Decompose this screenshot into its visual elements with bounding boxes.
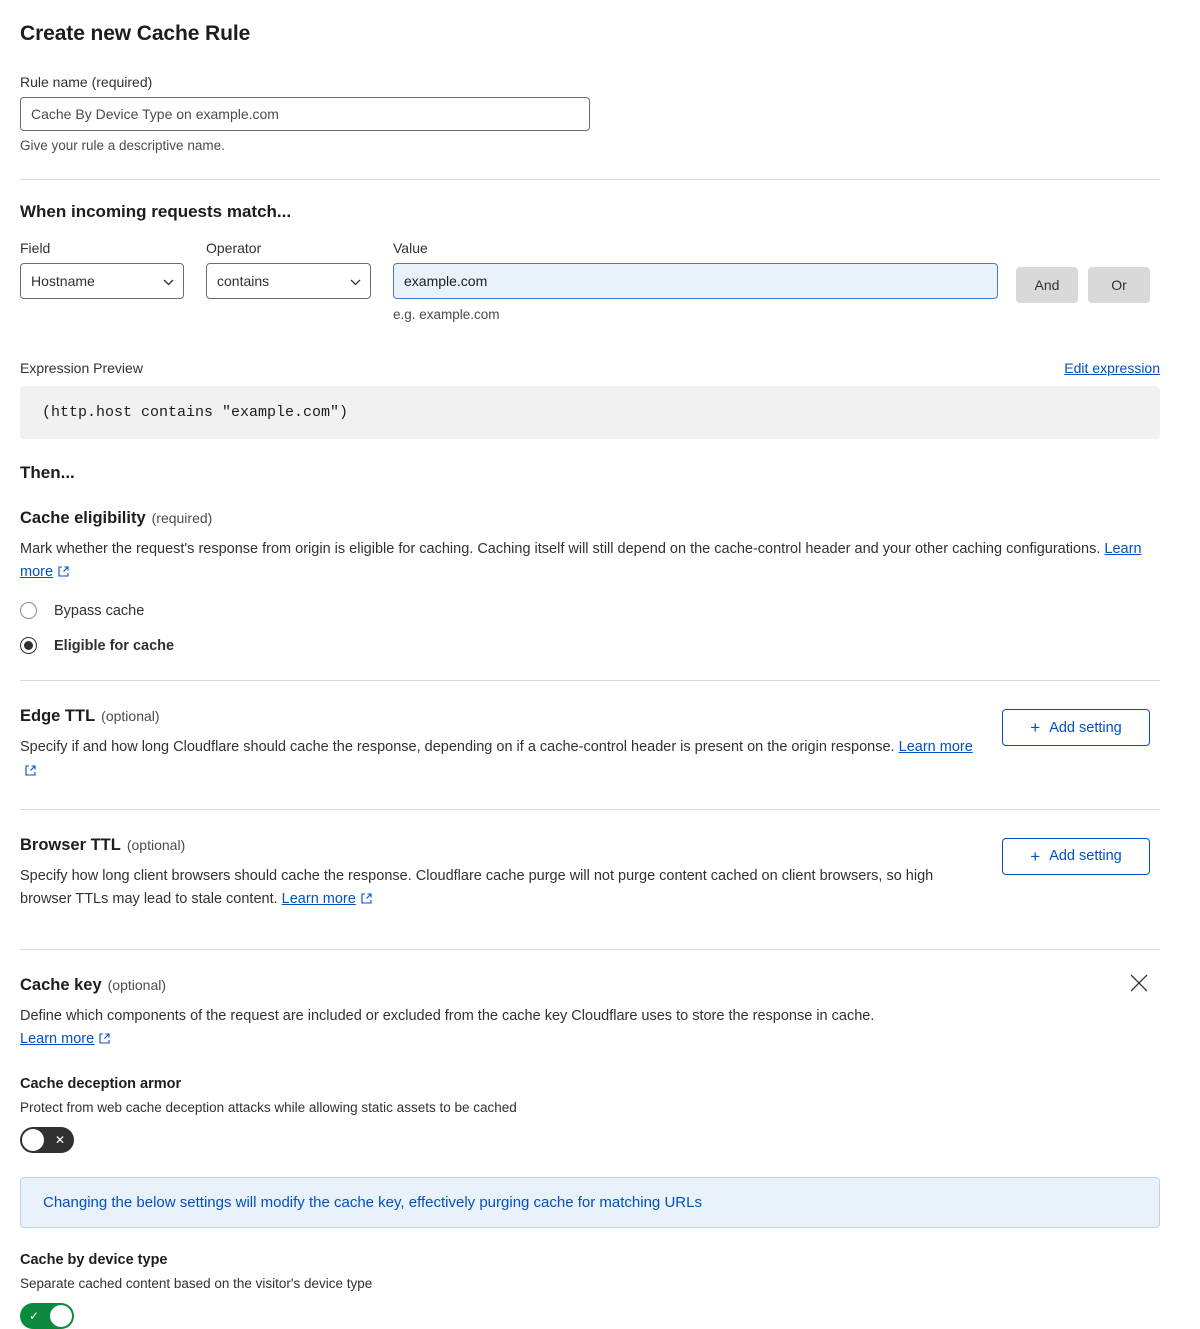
expression-preview: (http.host contains "example.com") (20, 386, 1160, 439)
edit-expression-link[interactable]: Edit expression (1064, 360, 1160, 376)
edge-ttl-title-text: Edge TTL (20, 707, 96, 726)
cache-key-description (20, 1005, 1128, 1051)
edge-ttl-optional: (optional) (101, 708, 160, 725)
chevron-down-icon (350, 273, 361, 289)
field-select-value: Hostname (31, 273, 95, 289)
and-button[interactable]: And (1016, 267, 1078, 303)
browser-ttl-title-text: Browser TTL (20, 835, 121, 854)
value-label: Value (393, 240, 428, 256)
cache-key-section (20, 950, 1150, 1051)
edge-ttl-description (20, 736, 980, 782)
cache-by-device-type-toggle[interactable] (20, 1303, 74, 1329)
browser-ttl-title (20, 836, 980, 855)
edge-ttl-add-setting-label: Add setting (1049, 719, 1122, 736)
operator-column (206, 240, 371, 299)
external-link-icon (361, 893, 372, 904)
toggle-knob (22, 1129, 44, 1151)
rule-name-helper: Give your rule a descriptive name. (20, 138, 225, 153)
radio-eligible-for-cache-label: Eligible for cache (54, 637, 175, 654)
field-select[interactable] (20, 263, 184, 299)
radio-bypass-cache[interactable] (20, 602, 1150, 619)
close-icon[interactable] (1128, 972, 1150, 994)
field-label: Field (20, 240, 51, 256)
browser-ttl-optional: (optional) (126, 836, 186, 853)
edge-ttl-learn-more-link[interactable]: Learn more (898, 739, 973, 756)
rule-name-label: Rule name (required) (20, 74, 153, 90)
expression-preview-label: Expression Preview (20, 360, 143, 376)
page-title: Create new Cache Rule (20, 22, 251, 45)
edge-ttl-section (20, 681, 1150, 782)
cache-key-learn-more-link[interactable]: Learn more (20, 1031, 95, 1048)
cache-eligibility-learn-more-link[interactable]: Learn more (20, 541, 1142, 581)
field-column (20, 240, 184, 299)
cache-key-description-text: Define which components of the request are included or excluded from the cache key Cloudflare uses to store the response in cache. (20, 1008, 875, 1025)
divider (20, 179, 1160, 180)
cache-by-device-type-description: Separate cached content based on the visitor's device type (20, 1275, 373, 1291)
toggle-glyph: ✕ (54, 1132, 65, 1147)
edge-ttl-title (20, 707, 980, 726)
value-helper: e.g. example.com (393, 307, 500, 322)
plus-icon: + (1030, 718, 1041, 738)
and-or-group (1006, 267, 1150, 303)
cache-eligibility-required: (required) (151, 510, 213, 526)
radio-bypass-cache-label: Bypass cache (54, 602, 145, 619)
radio-eligible-for-cache[interactable] (20, 637, 1150, 654)
expression-header (20, 360, 1160, 376)
or-button[interactable]: Or (1088, 267, 1150, 303)
edge-ttl-add-setting-button[interactable] (1002, 709, 1150, 746)
browser-ttl-add-setting-label: Add setting (1049, 848, 1122, 865)
cache-key-title (20, 976, 1128, 995)
browser-ttl-section (20, 810, 1150, 911)
value-input[interactable] (393, 263, 998, 299)
browser-ttl-learn-more-link[interactable]: Learn more (281, 890, 356, 907)
match-row (20, 240, 1150, 322)
operator-select[interactable] (206, 263, 371, 299)
external-link-icon (25, 765, 36, 776)
toggle-glyph: ✓ (29, 1308, 40, 1323)
match-heading: When incoming requests match... (20, 202, 292, 221)
edge-ttl-description-text: Specify if and how long Cloudflare should cache the response, depending on if a cache-control header is present on the origin response. (20, 739, 895, 756)
plus-icon: + (1030, 846, 1041, 866)
cache-key-title-text: Cache key (20, 976, 102, 995)
chevron-down-icon (163, 273, 174, 289)
operator-label: Operator (206, 240, 262, 256)
cache-eligibility-description (20, 538, 1150, 584)
toggle-knob (50, 1305, 72, 1327)
radio-icon (20, 602, 37, 619)
browser-ttl-add-setting-button[interactable] (1002, 838, 1150, 875)
operator-select-value: contains (217, 273, 270, 289)
cache-deception-armor-toggle[interactable] (20, 1127, 74, 1153)
value-column (393, 240, 998, 322)
cache-eligibility-title-text: Cache eligibility (20, 509, 146, 527)
then-heading: Then... (20, 463, 75, 482)
external-link-icon (58, 566, 69, 577)
radio-icon-selected (20, 637, 37, 654)
cache-eligibility-title (20, 509, 1150, 528)
external-link-icon (99, 1033, 110, 1044)
cache-deception-armor-label: Cache deception armor (20, 1075, 182, 1092)
browser-ttl-description (20, 865, 980, 911)
cache-key-optional: (optional) (107, 977, 167, 994)
rule-name-input[interactable] (20, 97, 590, 131)
cache-deception-armor-description: Protect from web cache deception attacks while allowing static assets to be cached (20, 1099, 517, 1115)
browser-ttl-description-text: Specify how long client browsers should cache the response. Cloudflare cache purge will not purge content cached on client browsers, so high browser TTLs may lead to stale content. (20, 867, 934, 907)
cache-eligibility-description-text: Mark whether the request's response from origin is eligible for caching. Caching itself will still depend on the cache-control header and your other caching configurations. (20, 541, 1101, 557)
cache-by-device-type-label: Cache by device type (20, 1251, 168, 1268)
cache-key-notice: Changing the below settings will modify the cache key, effectively purging cache for matching URLs (20, 1177, 1160, 1228)
